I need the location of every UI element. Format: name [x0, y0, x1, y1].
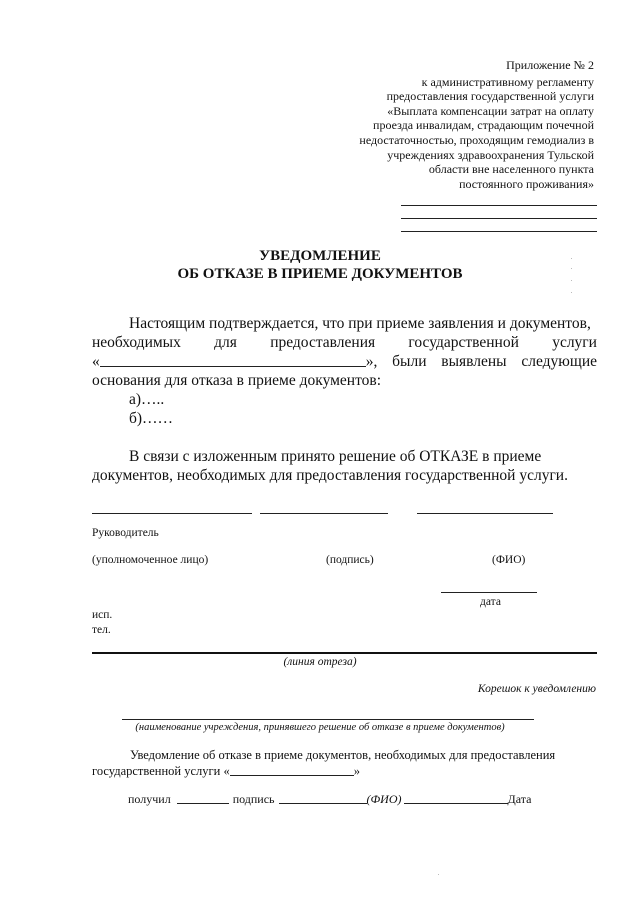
appendix-line: недостаточностью, проходящим гемодиализ в: [359, 132, 594, 147]
blank-line: [401, 218, 597, 219]
stub-fio-field[interactable]: [404, 803, 508, 804]
blank-line: [401, 205, 597, 206]
stub-sign-label: подпись: [232, 792, 275, 806]
appendix-line: учреждениях здравоохранения Тульской: [387, 147, 594, 162]
appendix-line: проезда инвалидам, страдающим почечной: [373, 118, 594, 133]
appendix-line: к административному регламенту: [421, 74, 594, 89]
title-line-1: УВЕДОМЛЕНИЕ: [259, 248, 381, 264]
appendix-header: [294, 58, 594, 191]
received-field[interactable]: [177, 803, 229, 804]
stub-date-label: Дата: [507, 792, 532, 806]
blank-line: [401, 231, 597, 232]
signature-line-position: [92, 513, 252, 514]
signature-line-sign: [260, 513, 388, 514]
cut-line: [92, 652, 597, 654]
date-label: дата: [480, 596, 501, 608]
word: для: [214, 334, 237, 351]
stub-sign-field[interactable]: [279, 803, 367, 804]
service-name-field[interactable]: [92, 352, 377, 371]
word: следующие: [521, 353, 597, 370]
authorized-person-label: (уполномоченное лицо): [92, 554, 209, 566]
receipt-row: [128, 792, 531, 807]
text-line: документов, необходимых для предоставления государственной услуги.: [92, 467, 568, 484]
date-line: [441, 592, 537, 593]
fio-label: (ФИО): [492, 554, 526, 566]
paragraph-grounds: [92, 314, 597, 428]
appendix-line: постоянного проживания»: [459, 176, 594, 191]
paragraph-decision: [92, 447, 597, 485]
document-title: [0, 247, 640, 283]
head-label: Руководитель: [92, 527, 159, 539]
cut-line-label: (линия отреза): [283, 656, 357, 668]
stub-text-line-1: Уведомление об отказе в приеме документов, необходимых для предоставления: [130, 748, 556, 762]
stub-service-field[interactable]: [230, 775, 354, 776]
word: государственной: [408, 334, 519, 351]
text-line: Настоящим подтверждается, что при приеме заявления и документов,: [129, 315, 591, 332]
item-a: а)…..: [129, 391, 165, 408]
institution-caption: (наименование учреждения, принявшего решение об отказе в приеме документов): [135, 722, 505, 733]
sign-label: (подпись): [326, 554, 374, 566]
signature-line-fio: [417, 513, 553, 514]
quote-open: «: [92, 353, 100, 370]
text-line: основания для отказа в приеме документов:: [92, 372, 382, 389]
scan-mark: [438, 874, 439, 875]
word: услуги: [552, 334, 597, 351]
appendix-number: Приложение № 2: [506, 58, 594, 72]
word: необходимых: [92, 334, 181, 351]
stub-fio-label: (ФИО): [366, 792, 402, 806]
item-b: б)……: [129, 410, 174, 427]
blank-field: [100, 366, 366, 367]
appendix-line: «Выплата компенсации затрат на оплату: [387, 103, 594, 118]
word: предоставления: [270, 334, 376, 351]
stub-line2-prefix: государственной услуги «: [92, 764, 230, 778]
institution-line: [122, 719, 534, 720]
executor-label: исп.: [92, 609, 113, 621]
word: выявлены: [441, 353, 507, 370]
stub-text-line-2: [92, 764, 360, 779]
title-line-2: ОБ ОТКАЗЕ В ПРИЕМЕ ДОКУМЕНТОВ: [177, 266, 463, 282]
text-line: [92, 352, 597, 371]
appendix-line: области вне населенного пункта: [428, 162, 594, 177]
word: были: [392, 353, 427, 370]
scan-mark: [571, 292, 572, 293]
text-line: [92, 333, 597, 352]
quote-close: »,: [365, 353, 378, 370]
appendix-line: предоставления государственной услуги: [386, 89, 594, 104]
stub-line2-suffix: »: [353, 764, 360, 778]
phone-label: тел.: [92, 624, 111, 636]
received-label: получил: [128, 792, 171, 806]
stub-title: Корешок к уведомлению: [477, 683, 596, 695]
text-line: В связи с изложенным принято решение об ОТКАЗЕ в приеме: [129, 448, 542, 465]
